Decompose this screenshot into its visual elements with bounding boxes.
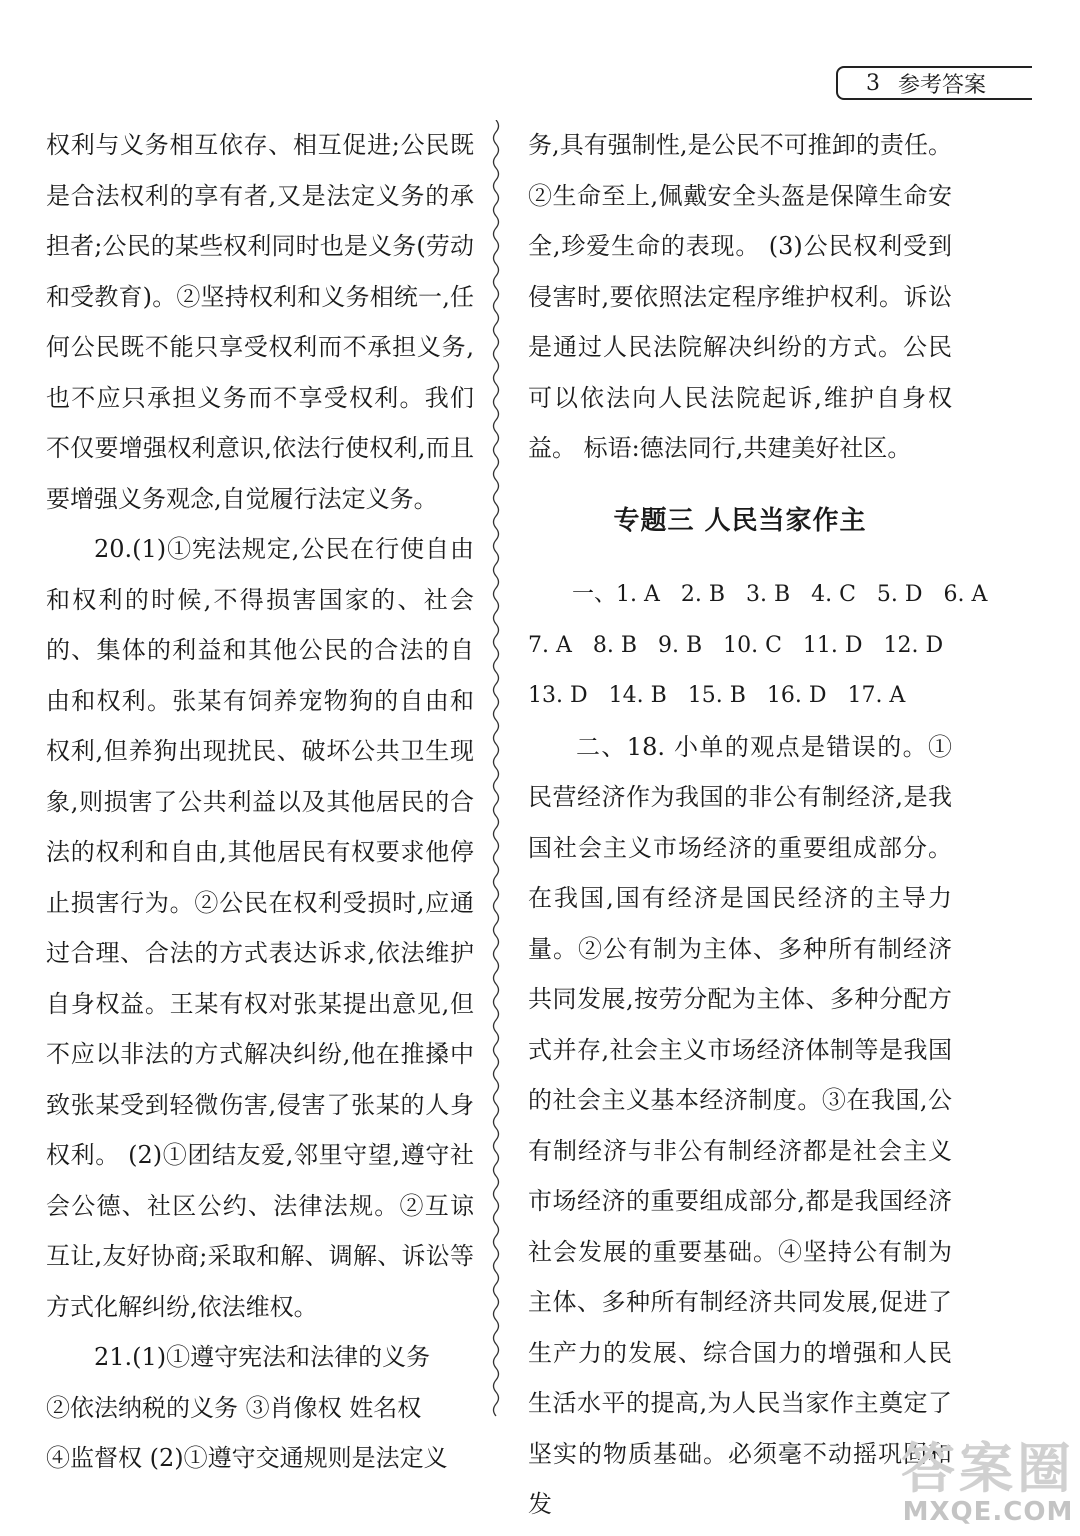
answer-row: 13. D 14. B 15. B 16. D 17. A [528,683,906,708]
page-header-tab [836,66,1032,100]
paragraph: 21.(1)①遵守宪法和法律的义务 [94,1343,431,1371]
paragraph: 二、18. 小单的观点是错误的。①民营经济作为我国的非公有制经济,是我国社会主义市场经济的重要组成部分。在我国,国有经济是国民经济的主导力量。②公有制为主体、多种所有制经济共同发展,按劳分配为主体、多种分配方式并存,社会主义市场经济体制等是我国的社会主义基本经济制度。③在我国,公有制经济与非公有制经济都是社会主义市场经济的重要组成部分,都是我国经济社会发展的重要基础。④坚持公有制为主体、多种所有制经济共同发展,促进了生产力的发展、综合国力的增强和人民生活水平的提高,为人民当家作主奠定了坚实的物质基础。必须毫不动摇巩固和发 [528,732,952,1518]
paragraph: 务,具有强制性,是公民不可推卸的责任。②生命至上,佩戴安全头盔是保障生命安全,珍爱生命的表现。 (3)公民权利受到侵害时,要依照法定程序维护权利。诉讼是通过人民法院解决纠纷的方式。公民可以依法向人民法院起诉,维护自身权益。 标语:德法同行,共建美好社区。 [528,131,952,462]
page-number: 3 [866,70,880,96]
paragraph: ②依法纳税的义务 ③肖像权 姓名权 [46,1393,422,1422]
section-title: 专题三 人民当家作主 [613,505,867,536]
paragraph: 20.(1)①宪法规定,公民在行使自由和权利的时候,不得损害国家的、社会的、集体的利益和其他公民的合法的自由和权利。张某有饲养宠物狗的自由和权利,但养狗出现扰民、破坏公共卫生现象,则损害了公共利益以及其他居民的合法的权利和自由,其他居民有权要求他停止损害行为。②公民在权利受损时,应通过合理、合法的方式表达诉求,依法维护自身权益。王某有权对张某提出意见,但不应以非法的方式解决纠纷,他在推搡中致张某受到轻微伤害,侵害了张某的人身权利。 (2)①团结友爱,邻里守望,遵守社会公德、社区公约、法律法规。②互谅互让,友好协商;采取和解、调解、诉讼等方式化解纠纷,依法维权。 [46,535,474,1321]
watermark-logo [900,1437,1076,1532]
watermark-url: MXQE.COM [902,1497,1074,1527]
answer-row: 7. A 8. B 9. B 10. C 11. D 12. D [528,632,944,658]
watermark-text: 答案圈 [901,1437,1075,1500]
paragraph: ④监督权 (2)①遵守交通规则是法定义 [46,1444,448,1472]
left-column [46,120,474,1484]
paragraph: 权利与义务相互依存、相互促进;公民既是合法权利的享有者,又是法定义务的承担者;公民的某些权利同时也是义务(劳动和受教育)。②坚持权利和义务相统一,任何公民既不能只享受权利而不承担义务,也不应只承担义务而不享受权利。我们不仅要增强权利意识,依法行使权利,而且要增强义务观念,自觉履行法定义务。 [46,131,474,513]
column-divider [488,120,504,1420]
answer-row: 一、1. A 2. B 3. B 4. C 5. D 6. A [572,582,988,607]
header-title: 参考答案 [898,72,987,98]
